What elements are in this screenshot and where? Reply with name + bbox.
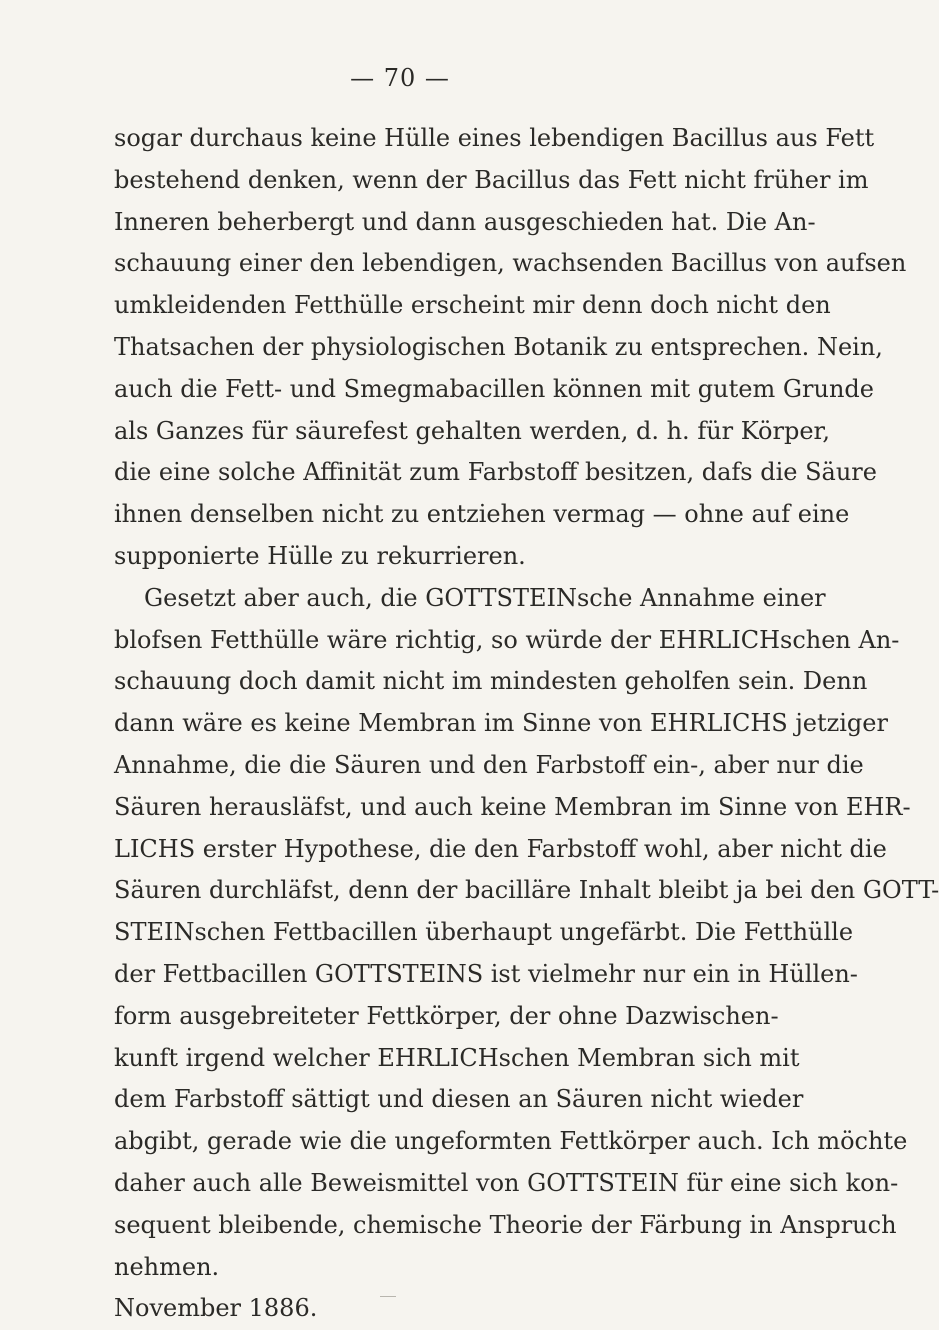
text-line: auch die Fett- und Smegmabacillen können mit gutem Grunde bbox=[114, 374, 874, 403]
text-line: die eine solche Affinität zum Farbstoff besitzen, dafs die Säure bbox=[114, 458, 877, 487]
text-line: LICHS erster Hypothese, die den Farbstoff wohl, aber nicht die bbox=[114, 834, 887, 863]
text-line: bestehend denken, wenn der Bacillus das Fett nicht früher im bbox=[114, 165, 869, 194]
paragraph-end-line: nehmen. bbox=[114, 1252, 220, 1281]
text-line: schauung einer den lebendigen, wachsenden Bacillus von aufsen bbox=[114, 249, 907, 278]
date-signature: November 1886. bbox=[114, 1294, 318, 1323]
text-line: sequent bleibende, chemische Theorie der Färbung in Anspruch bbox=[114, 1210, 897, 1239]
text-line: blofsen Fetthülle wäre richtig, so würde der EHRLICHschen An- bbox=[114, 625, 900, 654]
text-line: dann wäre es keine Membran im Sinne von EHRLICHS jetziger bbox=[114, 709, 888, 738]
text-line: STEINschen Fettbacillen überhaupt ungefärbt. Die Fetthülle bbox=[114, 918, 854, 947]
paragraph-end-line: supponierte Hülle zu rekurrieren. bbox=[114, 541, 526, 570]
text-line: schauung doch damit nicht im mindesten geholfen sein. Denn bbox=[114, 667, 868, 696]
text-line: dem Farbstoff sättigt und diesen an Säuren nicht wieder bbox=[114, 1085, 804, 1114]
text-line: als Ganzes für säurefest gehalten werden, d. h. für Körper, bbox=[114, 416, 830, 445]
text-line: Säuren herausläfst, und auch keine Membran im Sinne von EHR- bbox=[114, 792, 911, 821]
text-line: Annahme, die die Säuren und den Farbstoff ein-, aber nur die bbox=[114, 750, 864, 779]
text-line: Thatsachen der physiologischen Botanik zu entsprechen. Nein, bbox=[114, 332, 883, 361]
page-number: — 70 — bbox=[350, 64, 450, 92]
footer-dash bbox=[380, 1296, 396, 1297]
text-line: Inneren beherbergt und dann ausgeschieden hat. Die An- bbox=[114, 207, 816, 236]
paragraph-start-line: Gesetzt aber auch, die GOTTSTEINsche Annahme einer bbox=[144, 583, 826, 612]
text-line: sogar durchaus keine Hülle eines lebendigen Bacillus aus Fett bbox=[114, 124, 875, 152]
text-line: Säuren durchläfst, denn der bacilläre Inhalt bleibt ja bei den GOTT- bbox=[114, 876, 939, 905]
body-text bbox=[114, 118, 939, 1330]
text-line: der Fettbacillen GOTTSTEINS ist vielmehr nur ein in Hüllen- bbox=[114, 959, 858, 988]
text-line: daher auch alle Beweismittel von GOTTSTEIN für eine sich kon- bbox=[114, 1168, 899, 1197]
text-line: umkleidenden Fetthülle erscheint mir denn doch nicht den bbox=[114, 291, 831, 320]
text-line: ihnen denselben nicht zu entziehen vermag — ohne auf eine bbox=[114, 500, 850, 529]
text-line: abgibt, gerade wie die ungeformten Fettkörper auch. Ich möchte bbox=[114, 1127, 908, 1156]
text-line: kunft irgend welcher EHRLICHschen Membran sich mit bbox=[114, 1043, 800, 1072]
text-line: form ausgebreiteter Fettkörper, der ohne Dazwischen- bbox=[114, 1001, 779, 1030]
